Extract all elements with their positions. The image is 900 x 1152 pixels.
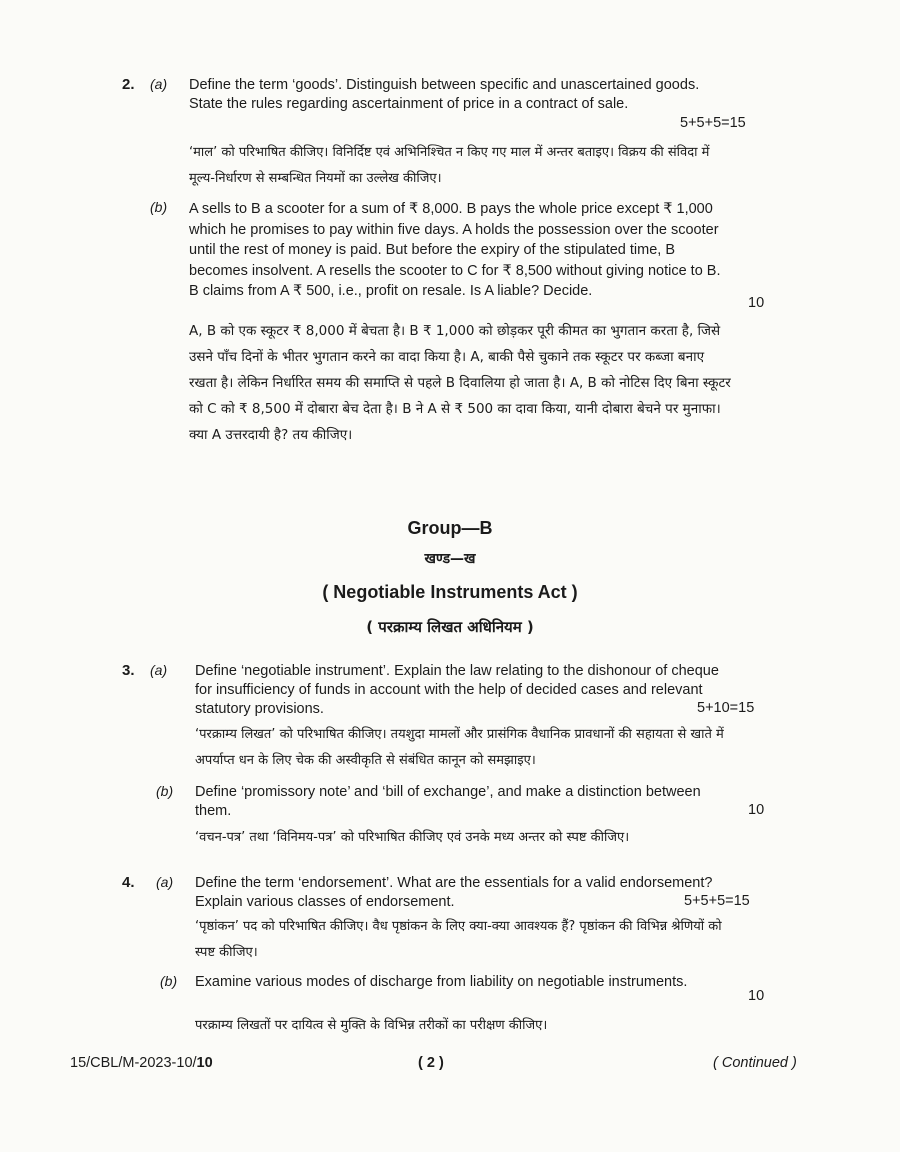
question-text-hi: परक्राम्य लिखतों पर दायित्व से मुक्ति के विभिन्न तरीकों का परीक्षण कीजिए। bbox=[195, 1018, 548, 1033]
marks: 5+10=15 bbox=[697, 700, 755, 716]
question-text-en: A sells to B a scooter for a sum of ₹ 8,000. B pays the whole price except ₹ 1,000 which he promises to pay within five days. A holds the possession over the scooter until the rest of money is paid. But before the expiry of the stipulated time, B becomes insolvent. A resells the scooter to C for ₹ 8,500 without giving notice to B. B claims from A ₹ 500, i.e., profit on resale. Is A liable? Decide. bbox=[189, 201, 721, 299]
question-number: 2. bbox=[122, 76, 135, 93]
part-label: (a) bbox=[150, 76, 168, 92]
marks: 10 bbox=[748, 295, 765, 311]
group-title: Group—B bbox=[407, 518, 493, 538]
question-number: 4. bbox=[122, 874, 135, 891]
paper-code-bold: 10 bbox=[196, 1055, 213, 1071]
question-text-hi: ‘वचन-पत्र’ तथा ‘विनिमय-पत्र’ को परिभाषित कीजिए एवं उनके मध्य अन्तर को स्पष्ट कीजिए। bbox=[195, 830, 630, 845]
part-label: (b) bbox=[160, 973, 178, 989]
question-text-hi: ‘पृष्ठांकन’ पद को परिभाषित कीजिए। वैध पृष्ठांकन के लिए क्या-क्या आवश्यक हैं? पृष्ठांकन की विभिन्न श्रेणियों को स्पष्ट कीजिए। bbox=[195, 919, 722, 960]
marks: 5+5+5=15 bbox=[684, 893, 750, 909]
continued-label: ( Continued ) bbox=[713, 1055, 797, 1071]
paper-code-text: 15/CBL/M-2023-10/ bbox=[70, 1055, 197, 1071]
question-text-hi: ‘माल’ को परिभाषित कीजिए। विनिर्दिष्ट एवं अभिनिश्चित न किए गए माल में अन्तर बताइए। विक्रय की संविदा में मूल्य-निर्धारण से सम्बन्धित नियमों का उल्लेख कीजिए। bbox=[189, 145, 710, 186]
part-label: (b) bbox=[156, 783, 174, 799]
part-label: (a) bbox=[156, 874, 174, 890]
group-title-hi: खण्ड—ख bbox=[424, 551, 476, 567]
question-text-en: Define ‘promissory note’ and ‘bill of exchange’, and make a distinction between them. bbox=[195, 784, 701, 819]
marks: 10 bbox=[748, 802, 765, 818]
question-text-hi: ‘परक्राम्य लिखत’ को परिभाषित कीजिए। तयशुदा मामलों और प्रासंगिक वैधानिक प्रावधानों की सहायता से खाते में अपर्याप्त धन के लिए चेक की अस्वीकृति से संबंधित कानून को समझाइए। bbox=[195, 727, 724, 768]
paper-code bbox=[70, 1055, 213, 1071]
section-subject-hi: ( परक्राम्य लिखत अधिनियम ) bbox=[366, 618, 534, 636]
part-label: (a) bbox=[150, 662, 168, 678]
question-text-en: Define ‘negotiable instrument’. Explain the law relating to the dishonour of cheque for insufficiency of funds in account with the help of decided cases and relevant statutory provisions. bbox=[195, 663, 719, 717]
question-text-hi: A, B को एक स्कूटर ₹ 8,000 में बेचता है। B ₹ 1,000 को छोड़कर पूरी कीमत का भुगतान करता है, जिसे उसने पाँच दिनों के भीतर भुगतान करने का वादा किया है। A, बाकी पैसे चुकाने तक स्कूटर पर कब्जा बनाए रखता है। लेकिन निर्धारित समय की समाप्ति से पहले B दिवालिया हो जाता है। A, B को नोटिस दिए बिना स्कूटर को C को ₹ 8,500 में दोबारा बेच देता है। B ने A से ₹ 500 का दावा किया, यानी दोबारा बेचने पर मुनाफा। क्या A उत्तरदायी है? तय कीजिए। bbox=[189, 323, 731, 443]
question-text-en: Examine various modes of discharge from liability on negotiable instruments. bbox=[195, 974, 688, 990]
section-subject: ( Negotiable Instruments Act ) bbox=[322, 582, 578, 602]
question-number: 3. bbox=[122, 662, 135, 679]
page-number: ( 2 ) bbox=[418, 1055, 444, 1071]
marks: 5+5+5=15 bbox=[680, 115, 746, 131]
part-label: (b) bbox=[150, 199, 168, 215]
marks: 10 bbox=[748, 988, 765, 1004]
question-text-en: Define the term ‘goods’. Distinguish between specific and unascertained goods. State the rules regarding ascertainment of price in a contract of sale. bbox=[189, 77, 700, 112]
question-text-en: Define the term ‘endorsement’. What are the essentials for a valid endorsement? Explain various classes of endorsement. bbox=[195, 875, 713, 910]
